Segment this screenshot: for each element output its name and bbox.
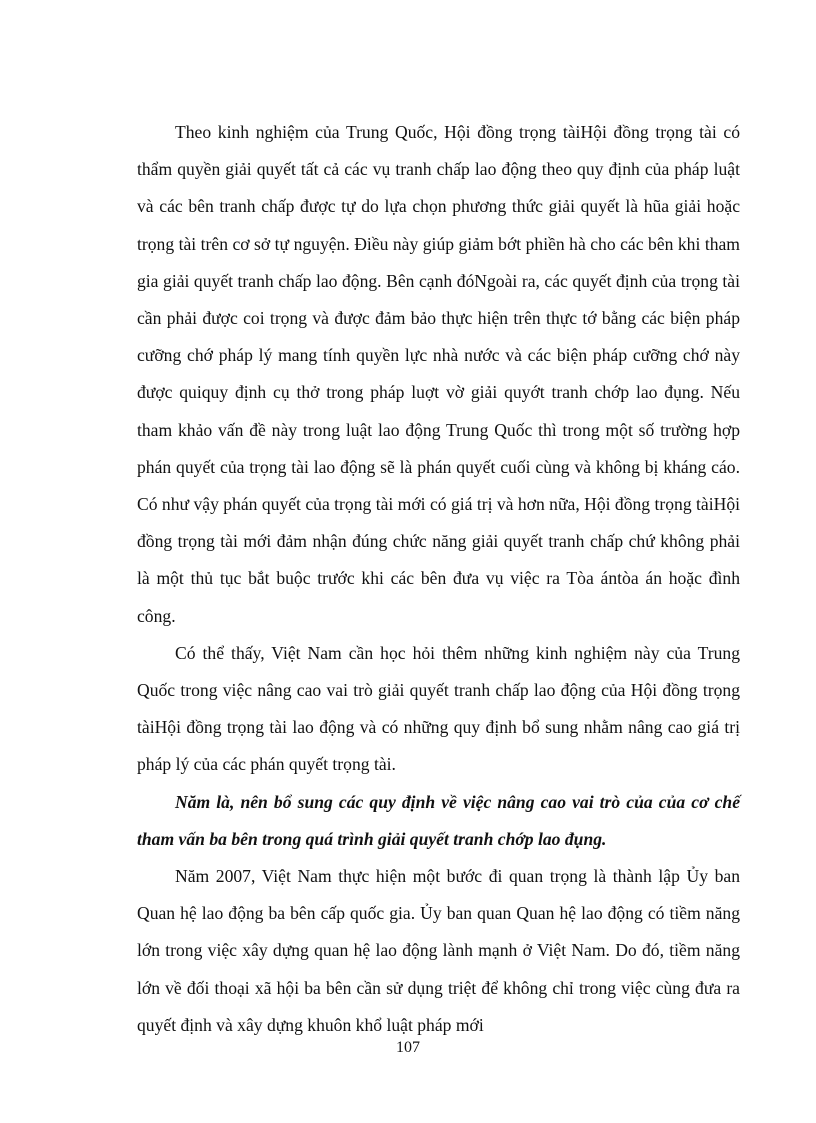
section-heading-fifth-recommendation: Năm là, nên bổ sung các quy định về việc nâng cao vai trò của của cơ chế tham vấn ba bên trong quá trình giải quyết tranh chớp lao đụng. [137,791,740,849]
paragraph-vietnam-lessons: Có thể thấy, Việt Nam cần học hỏi thêm những kinh nghiệm này của Trung Quốc trong việc nâng cao vai trò giải quyết tranh chấp lao động của Hội đồng trọng tàiHội đồng trọng tài lao động và có những quy định bổ sung nhằm nâng cao giá trị pháp lý của các phán quyết trọng tài. [137,642,740,775]
paragraph-tripartite-committee: Năm 2007, Việt Nam thực hiện một bước đi quan trọng là thành lập Ủy ban Quan hệ lao động ba bên cấp quốc gia. Ủy ban quan Quan hệ lao động có tiềm năng lớn trong việc xây dựng quan hệ lao động lành mạnh ở Việt Nam. Do đó, tiềm năng lớn về đối thoại xã hội ba bên cần sử dụng triệt để không chỉ trong việc cùng đưa ra quyết định và xây dựng khuôn khổ luật pháp mới [137,866,740,1035]
page-number: 107 [396,1039,420,1056]
body-text [137,114,740,1044]
paragraph-china-arbitration-experience: Theo kinh nghiệm của Trung Quốc, Hội đồng trọng tàiHội đồng trọng tài có thẩm quyền giải quyết tất cả các vụ tranh chấp lao động theo quy định của pháp luật và các bên tranh chấp được tự do lựa chọn phương thức giải quyết là hũa giải hoặc trọng tài trên cơ sở tự nguyện. Điều này giúp giảm bớt phiền hà cho các bên khi tham gia giải quyết tranh chấp lao động. Bên cạnh đóNgoài ra, các quyết định của trọng tài cần phải được coi trọng và được đảm bảo thực hiện trên thực tớ bằng các biện pháp cưỡng chớ pháp lý mang tính quyền lực nhà nước và các biện pháp cưỡng chớ này được quiquy định cụ thở trong pháp luợt vờ giải quyớt tranh chớp lao đụng. Nếu tham khảo vấn đề này trong luật lao động Trung Quốc thì trong một số trường hợp phán quyết của trọng tài lao động sẽ là phán quyết cuối cùng và không bị kháng cáo. Có như vậy phán quyết của trọng tài mới có giá trị và hơn nữa, Hội đồng trọng tàiHội đồng trọng tài mới đảm nhận đúng chức năng giải quyết tranh chấp chứ không phải là một thủ tục bắt buộc trước khi các bên đưa vụ việc ra Tòa ántòa án hoặc đình công. [137,122,741,626]
